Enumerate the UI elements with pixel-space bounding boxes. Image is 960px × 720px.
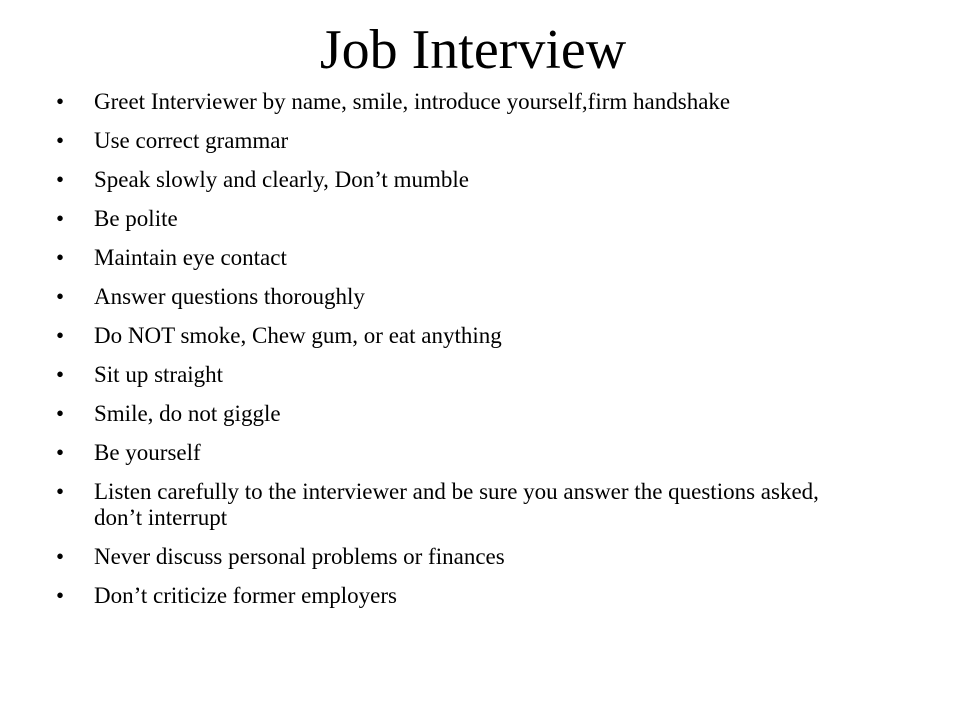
list-item — [56, 323, 856, 349]
bullet-list — [56, 89, 856, 622]
list-item-text: Sit up straight — [94, 362, 224, 387]
bullet-icon: • — [56, 128, 65, 153]
list-item — [56, 284, 856, 310]
list-item — [56, 583, 856, 609]
bullet-icon: • — [56, 440, 65, 465]
list-item-text: Do NOT smoke, Chew gum, or eat anything — [94, 323, 502, 348]
list-item-text: Don’t criticize former employers — [94, 583, 397, 608]
list-item — [56, 401, 856, 427]
bullet-icon: • — [56, 245, 65, 270]
list-item-text: Maintain eye contact — [94, 245, 287, 270]
list-item-text: Smile, do not giggle — [94, 401, 281, 426]
list-item-text: Answer questions thoroughly — [94, 284, 365, 309]
list-item-text: Listen carefully to the interviewer and be sure you answer the questions asked, don’t interrupt — [94, 479, 819, 530]
list-item — [56, 544, 856, 570]
bullet-icon: • — [56, 323, 65, 348]
bullet-icon: • — [56, 401, 65, 426]
bullet-icon: • — [56, 544, 65, 569]
list-item-text: Use correct grammar — [94, 128, 289, 153]
list-item — [56, 167, 856, 193]
list-item — [56, 245, 856, 271]
list-item — [56, 440, 856, 466]
list-item-text: Be yourself — [94, 440, 201, 465]
list-item — [56, 89, 856, 115]
list-item-text: Speak slowly and clearly, Don’t mumble — [94, 167, 469, 192]
list-item — [56, 128, 856, 154]
bullet-icon: • — [56, 206, 65, 231]
bullet-icon: • — [56, 362, 65, 387]
list-item-text: Be polite — [94, 206, 178, 231]
list-item-text: Greet Interviewer by name, smile, introduce yourself,firm handshake — [94, 89, 731, 114]
bullet-icon: • — [56, 583, 65, 608]
bullet-icon: • — [56, 284, 65, 309]
list-item — [56, 479, 856, 531]
list-item — [56, 362, 856, 388]
bullet-icon: • — [56, 479, 65, 504]
bullet-icon: • — [56, 89, 65, 114]
slide-title: Job Interview — [319, 19, 627, 81]
list-item-text: Never discuss personal problems or finances — [94, 544, 505, 569]
list-item — [56, 206, 856, 232]
bullet-icon: • — [56, 167, 65, 192]
